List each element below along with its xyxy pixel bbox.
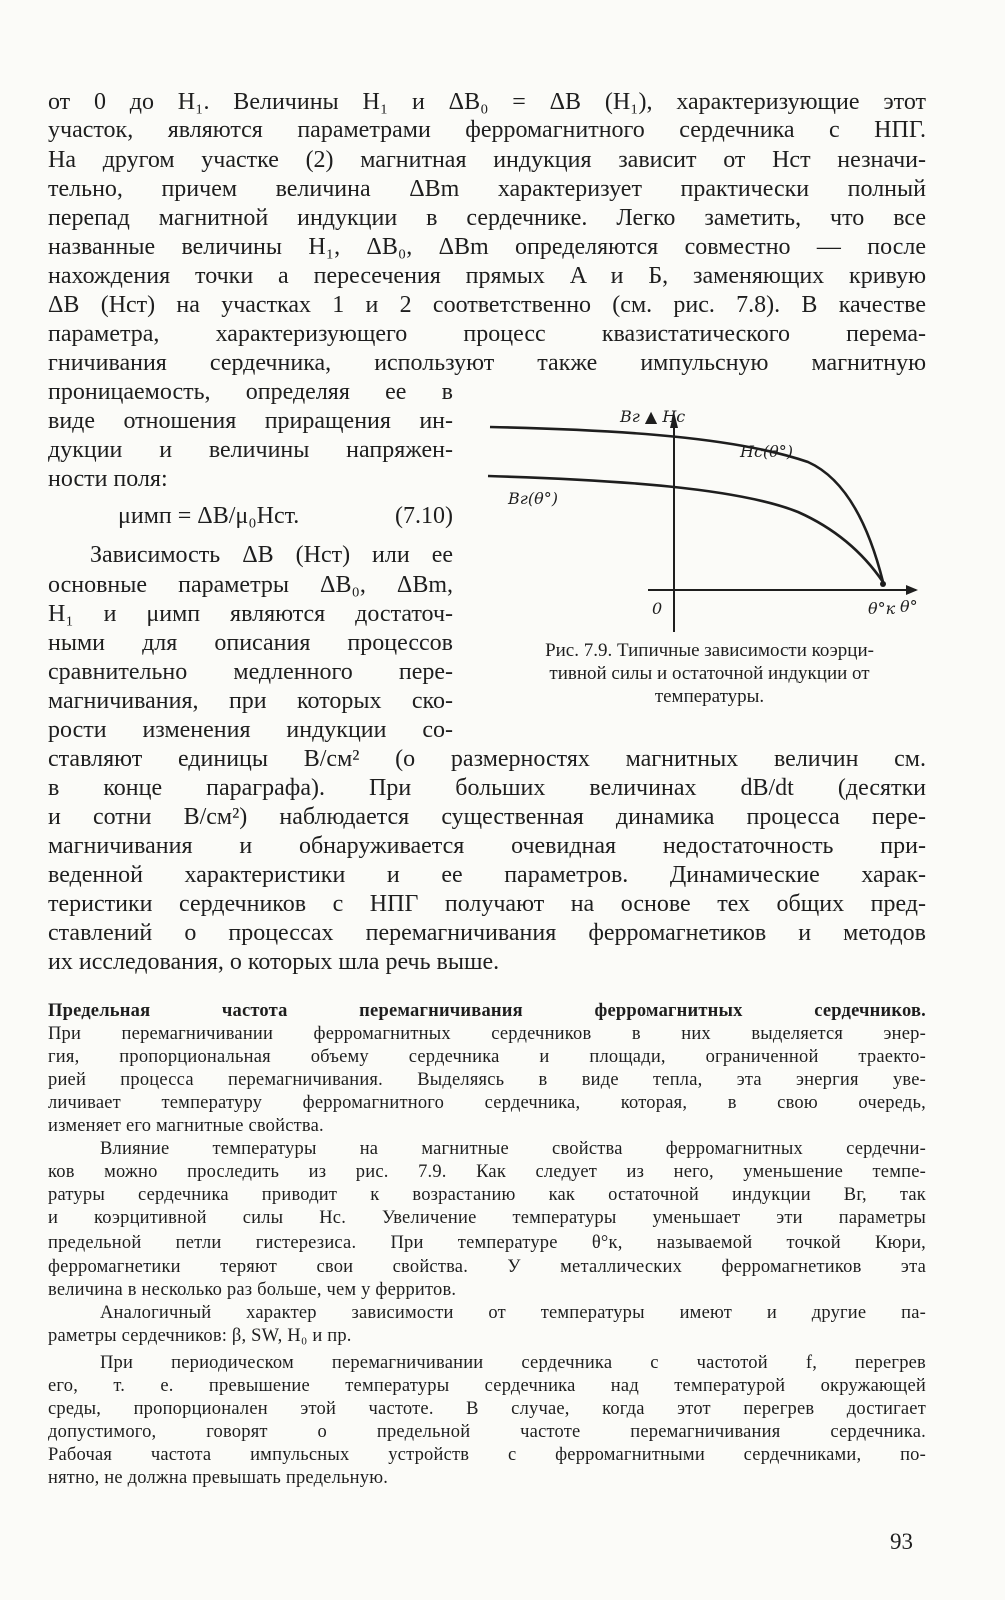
formula-text: μимп = ΔB/μ₀Hст. (118, 503, 300, 529)
small-text-line: Влияние температуры на магнитные свойства ферромагнитных сердечни- (100, 1139, 926, 1159)
small-text-line: предельной петли гистерезиса. При температуре θ°к, называемой точкой Кюри, (48, 1233, 926, 1253)
text-line: перепад магнитной индукции в сердечнике. Легко заметить, что все (48, 205, 926, 231)
text-line: нахождения точки a пересечения прямых A и Б, заменяющих кривую (48, 263, 926, 289)
x-axis-arrow-icon (906, 585, 918, 595)
section-heading: Предельная частота перемагничивания ферромагнитных сердечников. (48, 1001, 926, 1021)
text-line: ными для описания процессов (48, 630, 453, 656)
formula-7-10 (48, 502, 453, 530)
formula-number: (7.10) (395, 503, 453, 529)
text-line: веденной характеристики и ее параметров. Динамические харак- (48, 862, 926, 888)
small-text-line: ков можно проследить из рис. 7.9. Как следует из него, уменьшение темпе- (48, 1162, 926, 1182)
text-line: ΔB (Hст) на участках 1 и 2 соответственно (см. рис. 7.8). В качестве (48, 292, 926, 318)
caption-line: Рис. 7.9. Типичные зависимости коэрци- (545, 640, 874, 661)
figure-7-9 (478, 400, 938, 635)
small-text-line: и коэрцитивной силы Hc. Увеличение температуры уменьшает эти параметры (48, 1208, 926, 1228)
text-line: проницаемость, определяя ее в (48, 379, 453, 405)
page-number: 93 (890, 1529, 913, 1554)
small-text-line: нятно, не должна превышать предельную. (48, 1468, 389, 1488)
text-line: магничивания, при которых ско- (48, 688, 453, 714)
text-line: H₁ и μимп являются достаточ- (48, 601, 453, 627)
small-text-line: допустимого, говорят о предельной частоте перемагничивания сердечника. (48, 1422, 926, 1442)
label-x-axis: θ° (900, 597, 918, 616)
small-text-line: Аналогичный характер зависимости от температуры имеют и другие па- (100, 1303, 926, 1323)
text-line: На другом участке (2) магнитная индукция зависит от Hст незначи- (48, 147, 926, 173)
caption-line: тивной силы и остаточной индукции от (549, 663, 870, 684)
small-text-line: изменяет его магнитные свойства. (48, 1116, 324, 1136)
text-line: участок, являются параметрами ферромагнитного сердечника с НПГ. (48, 117, 926, 143)
text-line: гничивания сердечника, используют также импульсную магнитную (48, 350, 926, 376)
label-origin: 0 (652, 599, 663, 618)
small-text-line: рией процесса перемагничивания. Выделяясь в виде тепла, эта энергия уве- (48, 1070, 926, 1090)
text-line: ности поля: (48, 466, 168, 492)
small-text-line: При перемагничивании ферромагнитных сердечников в них выделяется энер- (48, 1024, 926, 1044)
text-line: теристики сердечников с НПГ получают на основе тех общих пред- (48, 891, 926, 917)
small-text-line: гия, пропорциональная объему сердечника и площади, ограниченной траекто- (48, 1047, 926, 1067)
label-hc: Hc(θ°) (740, 442, 794, 461)
text-line: их исследования, о которых шла речь выше. (48, 949, 500, 975)
small-text-line: раметры сердечников: β, SW, H₀ и пр. (48, 1326, 352, 1346)
text-line: ставлений о процессах перемагничивания ферромагнетиков и методов (48, 920, 926, 946)
text-line: рости изменения индукции со- (48, 717, 453, 743)
text-line: в конце параграфа). При больших величинах dB/dt (десятки (48, 775, 926, 801)
label-curie: θ°к (868, 599, 896, 618)
text-line: названные величины H₁, ΔB₀, ΔBm определяются совместно — после (48, 234, 926, 260)
small-text-line: Рабочая частота импульсных устройств с ферромагнитными сердечниками, по- (48, 1445, 926, 1465)
caption-line: температуры. (654, 686, 765, 707)
text-line: и сотни В/см²) наблюдается существенная динамика процесса пере- (48, 804, 926, 830)
text-line: Зависимость ΔB (Hст) или ее (90, 542, 453, 568)
curie-point-icon (880, 581, 886, 587)
text-line: сравнительно медленного пере- (48, 659, 453, 685)
small-text-line: При периодическом перемагничивании сердечника с частотой f, перегрев (100, 1353, 926, 1373)
small-text-line: ферромагнетики теряют свои свойства. У металлических ферромагнетиков эта (48, 1257, 926, 1277)
small-text-line: среды, пропорционален этой частоте. В случае, когда этот перегрев достигает (48, 1399, 926, 1419)
text-line: виде отношения приращения ин- (48, 408, 453, 434)
label-br: Bг(θ°) (508, 489, 558, 508)
text-line: тельно, причем величина ΔBm характеризует практически полный (48, 176, 926, 202)
text-line: магничивания и обнаруживается очевидная недостаточность при- (48, 833, 926, 859)
text-line: параметра, характеризующего процесс квазистатического перема- (48, 321, 926, 347)
small-text-line: ратуры сердечника приводит к возрастанию как остаточной индукции Bг, так (48, 1185, 926, 1205)
text-line: дукции и величины напряжен- (48, 437, 453, 463)
text-line: от 0 до H₁. Величины H₁ и ΔB₀ = ΔB (H₁), характеризующие этот (48, 89, 926, 115)
text-line: основные параметры ΔB₀, ΔBm, (48, 572, 453, 598)
small-text-line: его, т. е. превышение температуры сердечника над температурой окружающей (48, 1376, 926, 1396)
small-text-line: величина в несколько раз больше, чем у ферритов. (48, 1280, 457, 1300)
label-y-axis: Bг ▲ Hc (620, 407, 686, 426)
text-line: ставляют единицы В/см² (о размерностях магнитных величин см. (48, 746, 926, 772)
small-text-line: личивает температуру ферромагнитного сердечника, которая, в свою очередь, (48, 1093, 926, 1113)
